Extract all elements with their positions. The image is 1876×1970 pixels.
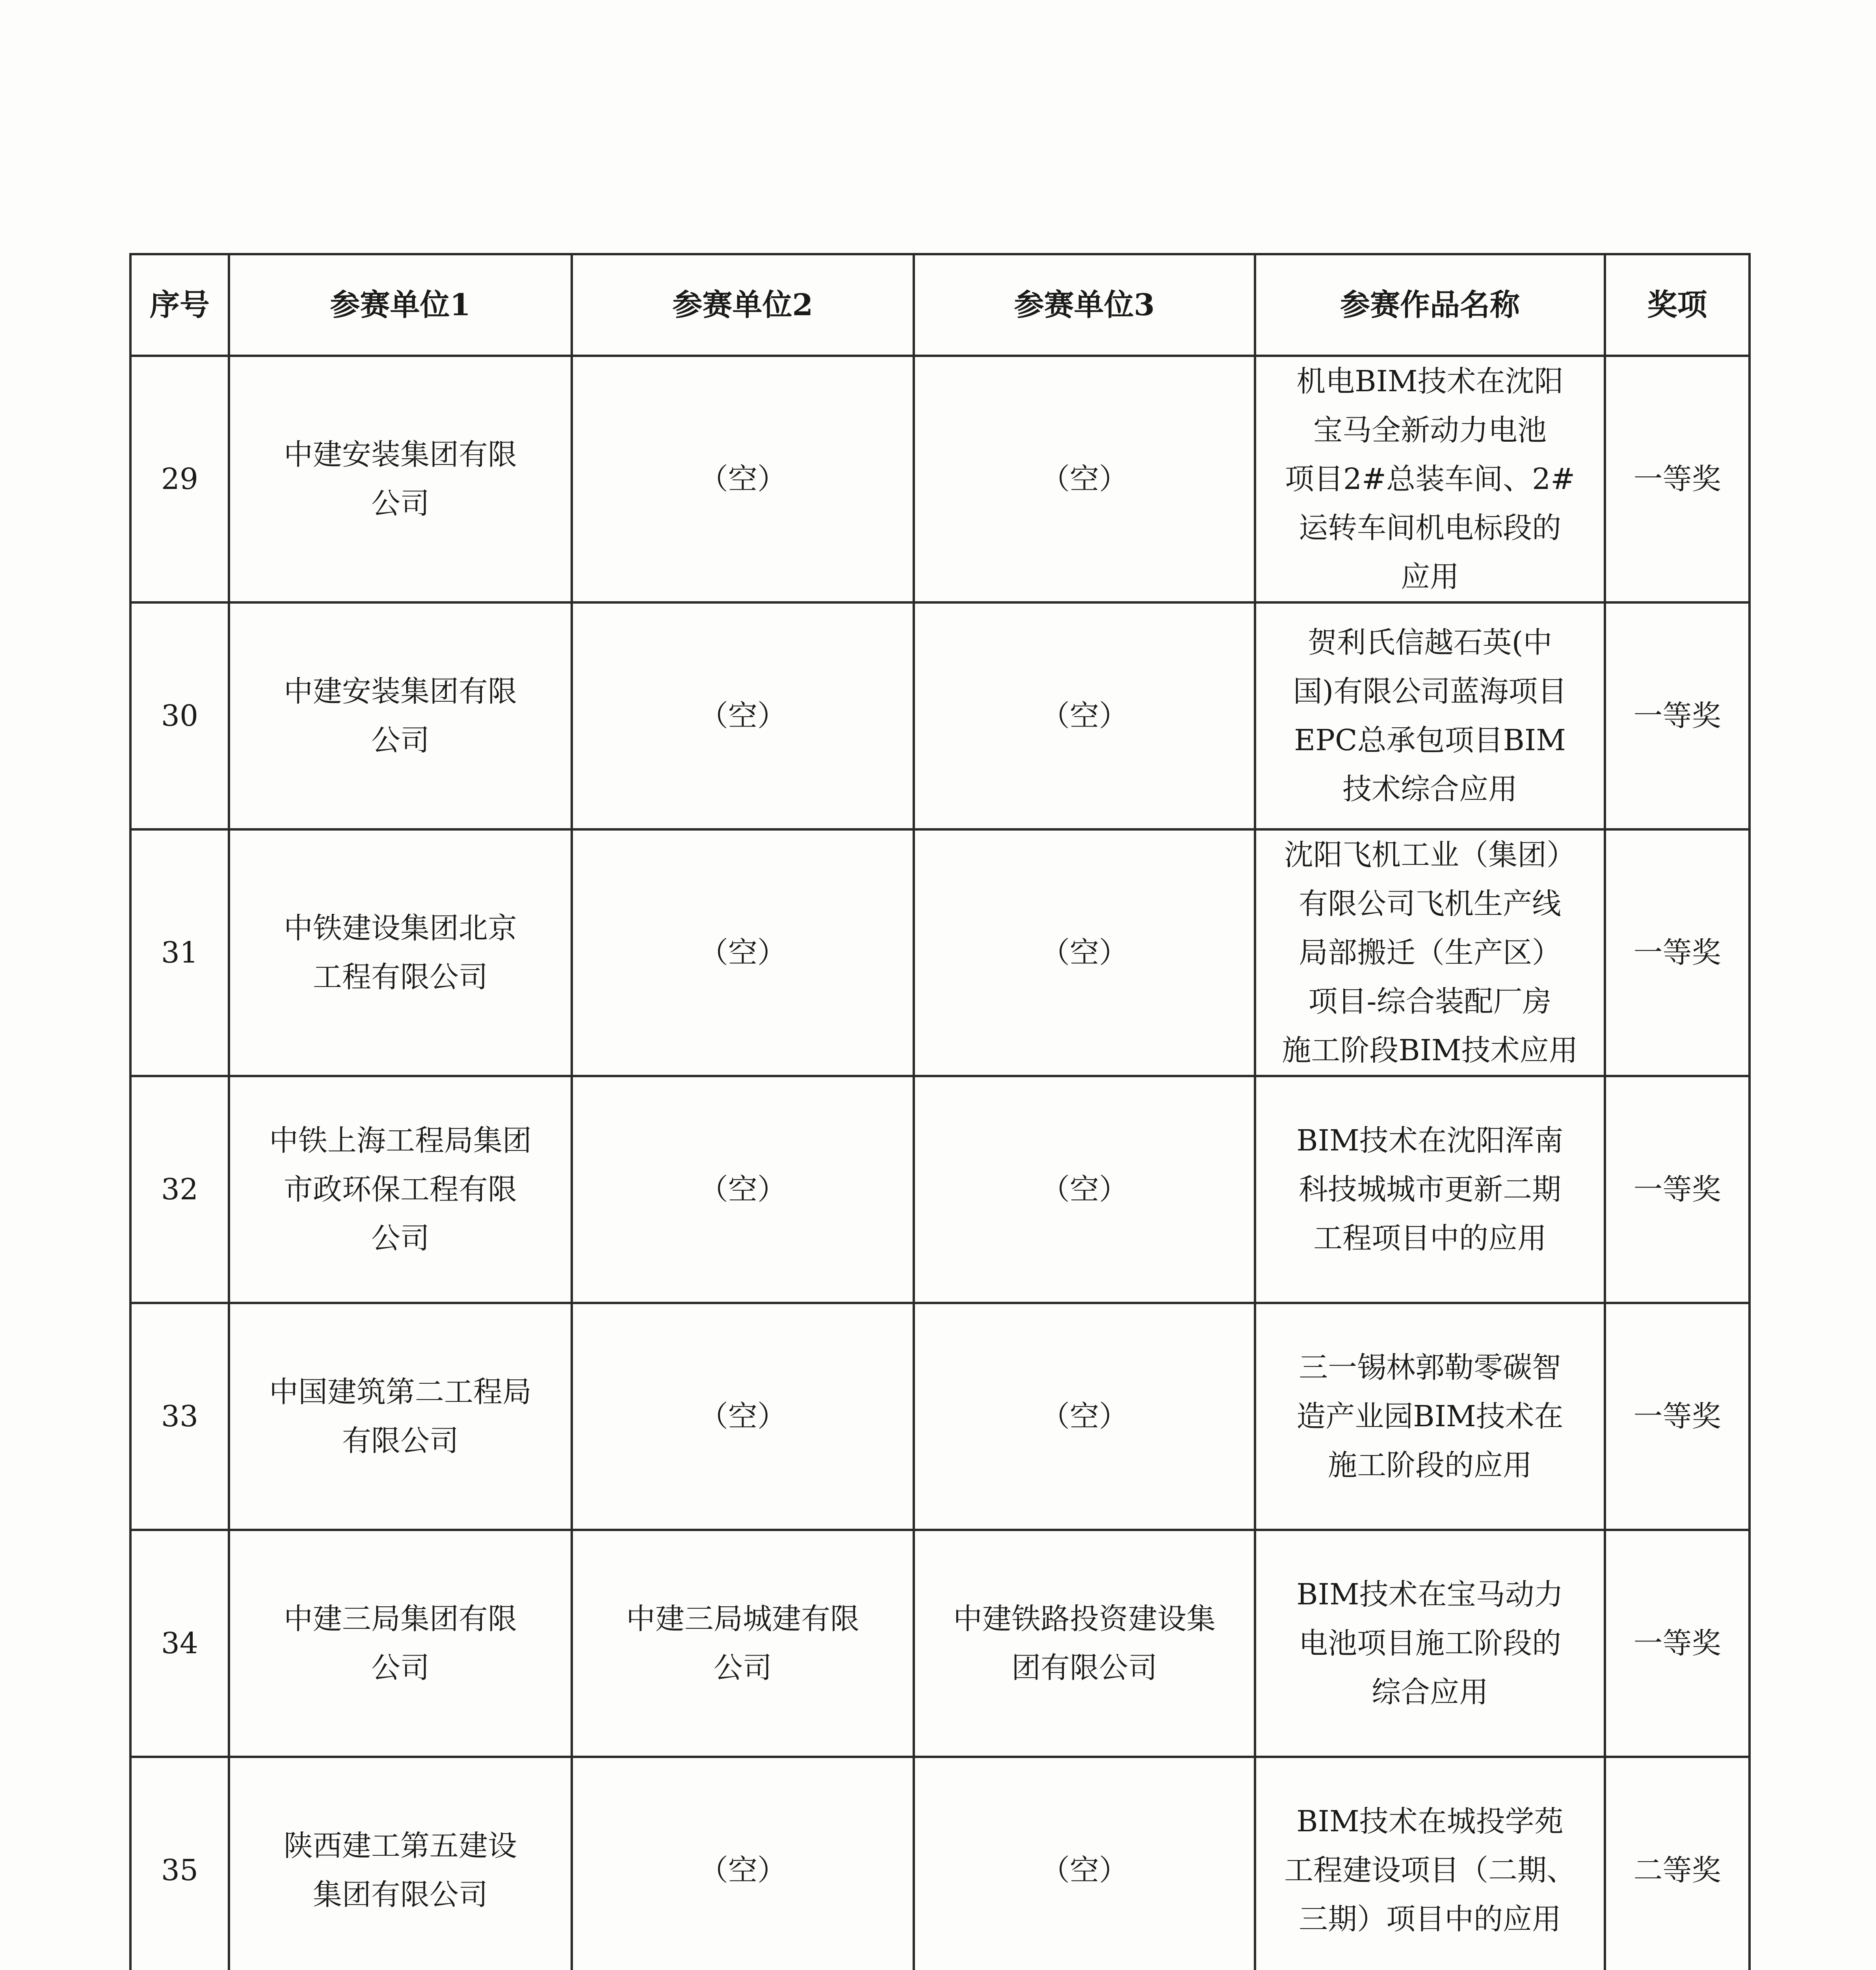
unit1-text: 中国建筑第二工程局 有限公司 (269, 1375, 532, 1458)
cell-award (1605, 1757, 1750, 1970)
cell-unit2 (572, 1303, 914, 1530)
cell-unit3 (914, 602, 1255, 829)
table-header-row (130, 254, 1750, 356)
row-number: 35 (161, 1853, 199, 1887)
work-text: BIM技术在城投学苑 工程建设项目（二期、 三期）项目中的应用 (1284, 1805, 1576, 1936)
unit1-text: 陕西建工第五建设 集团有限公司 (284, 1829, 517, 1912)
award-text: 一等奖 (1633, 936, 1721, 970)
cell-no (130, 1530, 229, 1757)
unit3-text: （空） (1041, 1173, 1128, 1206)
cell-unit1 (229, 1530, 572, 1757)
work-text: 三一锡林郭勒零碳智 造产业园BIM技术在 施工阶段的应用 (1296, 1351, 1564, 1482)
row-number: 31 (161, 936, 199, 970)
table-row (130, 829, 1750, 1076)
cell-no (130, 1076, 229, 1303)
row-number: 30 (161, 699, 199, 733)
cell-award (1605, 1303, 1750, 1530)
cell-unit1 (229, 356, 572, 602)
cell-unit2 (572, 1757, 914, 1970)
cell-award (1605, 356, 1750, 602)
cell-unit1 (229, 602, 572, 829)
unit3-text: （空） (1041, 1399, 1128, 1433)
cell-unit3 (914, 829, 1255, 1076)
unit3-text: 中建铁路投资建设集 团有限公司 (953, 1602, 1216, 1685)
cell-unit2 (572, 1076, 914, 1303)
cell-award (1605, 1076, 1750, 1303)
award-text: 一等奖 (1633, 1173, 1721, 1206)
header-unit1: 参赛单位1 (229, 254, 572, 356)
table-row (130, 356, 1750, 602)
cell-no (130, 1757, 229, 1970)
cell-work (1255, 1076, 1605, 1303)
cell-unit3 (914, 1757, 1255, 1970)
header-unit2: 参赛单位2 (572, 254, 914, 356)
cell-work (1255, 602, 1605, 829)
cell-unit3 (914, 1076, 1255, 1303)
unit2-text: （空） (699, 699, 786, 733)
header-no: 序号 (130, 254, 229, 356)
work-text: 沈阳飞机工业（集团） 有限公司飞机生产线 局部搬迁（生产区） 项目-综合装配厂房 施工阶段BIM技术应用 (1282, 838, 1578, 1067)
cell-unit1 (229, 1757, 572, 1970)
cell-award (1605, 602, 1750, 829)
header-unit3: 参赛单位3 (914, 254, 1255, 356)
header-award: 奖项 (1605, 254, 1750, 356)
cell-work (1255, 356, 1605, 602)
award-table (129, 253, 1751, 1970)
cell-unit2 (572, 829, 914, 1076)
cell-unit3 (914, 1530, 1255, 1757)
work-text: 机电BIM技术在沈阳 宝马全新动力电池 项目2#总装车间、2# 运转车间机电标段的 应用 (1285, 364, 1575, 594)
unit3-text: （空） (1041, 699, 1128, 733)
unit1-text: 中建安装集团有限 公司 (284, 675, 517, 757)
cell-no (130, 829, 229, 1076)
unit3-text: （空） (1041, 936, 1128, 970)
cell-unit2 (572, 602, 914, 829)
cell-unit3 (914, 356, 1255, 602)
row-number: 32 (161, 1173, 199, 1206)
cell-unit2 (572, 1530, 914, 1757)
table-row (130, 1757, 1750, 1970)
row-number: 29 (161, 462, 199, 496)
work-text: 贺利氏信越石英(中 国)有限公司蓝海项目 EPC总承包项目BIM 技术综合应用 (1293, 626, 1567, 806)
unit2-text: （空） (699, 462, 786, 496)
cell-unit1 (229, 1076, 572, 1303)
cell-unit1 (229, 829, 572, 1076)
work-text: BIM技术在沈阳浑南 科技城城市更新二期 工程项目中的应用 (1296, 1124, 1564, 1255)
award-text: 一等奖 (1633, 699, 1721, 733)
award-text: 二等奖 (1633, 1853, 1721, 1887)
cell-no (130, 356, 229, 602)
cell-no (130, 1303, 229, 1530)
row-number: 33 (161, 1399, 199, 1433)
award-text: 一等奖 (1633, 1399, 1721, 1433)
header-work: 参赛作品名称 (1255, 254, 1605, 356)
unit2-text: （空） (699, 1853, 786, 1887)
award-text: 一等奖 (1633, 462, 1721, 496)
unit1-text: 中建安装集团有限 公司 (284, 438, 517, 520)
row-number: 34 (161, 1626, 199, 1660)
award-text: 一等奖 (1633, 1626, 1721, 1660)
cell-work (1255, 1757, 1605, 1970)
unit2-text: （空） (699, 936, 786, 970)
table-row (130, 602, 1750, 829)
cell-work (1255, 829, 1605, 1076)
unit3-text: （空） (1041, 462, 1128, 496)
unit2-text: （空） (699, 1399, 786, 1433)
table-row (130, 1076, 1750, 1303)
unit3-text: （空） (1041, 1853, 1128, 1887)
unit1-text: 中建三局集团有限 公司 (284, 1602, 517, 1685)
unit1-text: 中铁上海工程局集团 市政环保工程有限 公司 (269, 1124, 532, 1255)
table-row (130, 1303, 1750, 1530)
cell-award (1605, 1530, 1750, 1757)
unit2-text: 中建三局城建有限 公司 (626, 1602, 859, 1685)
cell-work (1255, 1530, 1605, 1757)
unit1-text: 中铁建设集团北京 工程有限公司 (284, 911, 517, 994)
cell-award (1605, 829, 1750, 1076)
cell-unit2 (572, 356, 914, 602)
cell-no (130, 602, 229, 829)
table-row (130, 1530, 1750, 1757)
cell-unit3 (914, 1303, 1255, 1530)
cell-unit1 (229, 1303, 572, 1530)
unit2-text: （空） (699, 1173, 786, 1206)
work-text: BIM技术在宝马动力 电池项目施工阶段的 综合应用 (1296, 1578, 1564, 1709)
cell-work (1255, 1303, 1605, 1530)
